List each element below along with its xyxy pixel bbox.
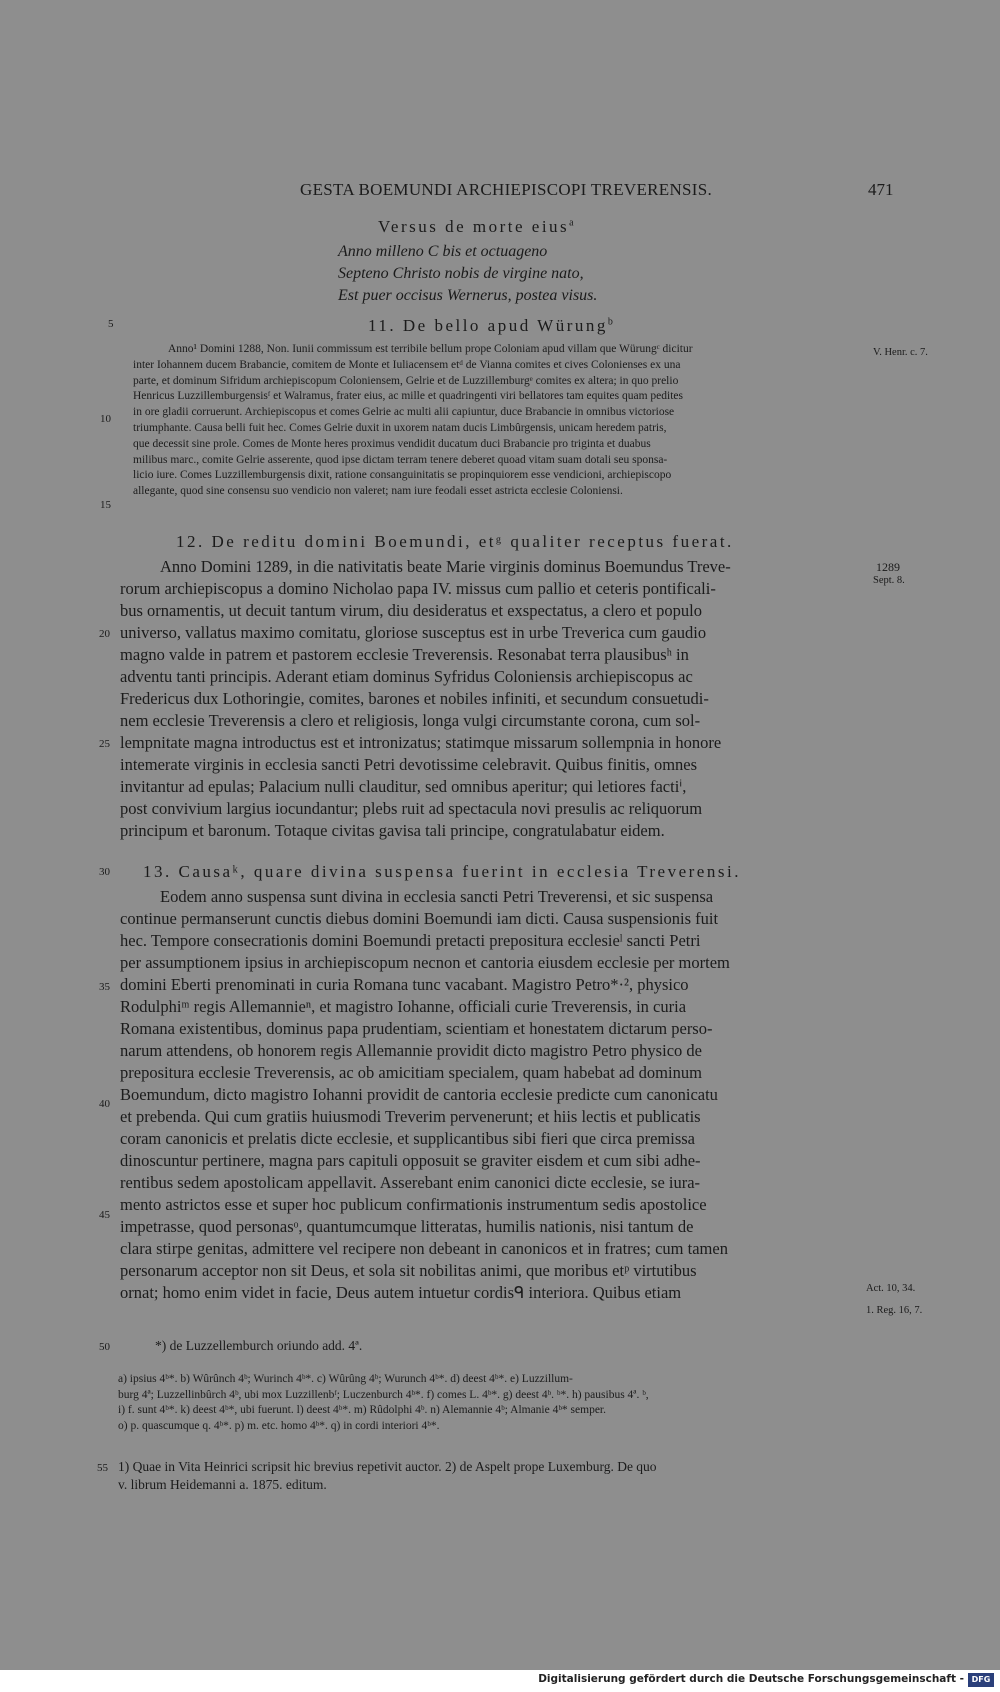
margin-year: 1289 (876, 560, 900, 574)
section-13-heading: 13. Causaᵏ, quare divina suspensa fuerint in ecclesia Treverensi. (143, 862, 741, 881)
text-line: magno valde in patrem et pastorem ecclesie Treverensis. Resonabat terra plausibusʰ in (120, 645, 689, 664)
section-13-text (120, 886, 730, 1304)
text-line: rentibus sedem apostolicam appellavit. Asserebant enim canonici dicte ecclesie, se iura- (120, 1173, 701, 1192)
footnote-line: i) f. sunt 4ᵇ*. k) deest 4ᵇ*, ubi fuerunt. l) deest 4ᵇ*. m) Rûdolphi 4ᵇ. n) Alemannie 4ᵇ; Almanie 4ᵇ* semper. (118, 1404, 606, 1416)
text-line: impetrasse, quod personasᵒ, quantumcumque litteratas, humilis nationis, nisi tantum de (120, 1217, 694, 1236)
text-line: allegante, quod sine consensu suo vendicio non valeret; nam iure feodali esset astricta ecclesie Coloniensi. (133, 485, 623, 498)
text-line: que decessit sine prole. Comes de Monte heres proximus vendidit ducatum duci Brabancie pro triginta et duabus (133, 437, 651, 450)
line-number: 40 (99, 1098, 110, 1110)
text-line: coram canonicis et prelatis dicte ecclesie, et supplicantibus sibi fieri que circa premissa (120, 1129, 695, 1148)
text-line: licio iure. Comes Luzzillemburgensis dixit, ratione consanguinitatis se propinquiorem esse vendicioni, archiepiscopo (133, 469, 672, 482)
footnote-line: 1) Quae in Vita Heinrici scripsit hic brevius repetivit auctor. 2) de Aspelt prope Luxemburg. De quo (118, 1459, 657, 1474)
text-line: intemerate virginis in ecclesia sancti Petri devotissime celebravit. Quibus finitis, omnes (120, 755, 698, 774)
text-line: personarum acceptor non sit Deus, et sola sit nobilitas animi, que moribus etᵖ virtutibus (120, 1261, 697, 1280)
digitization-footer (0, 1670, 1000, 1692)
footnote-line: v. librum Heidemanni a. 1875. editum. (118, 1477, 327, 1492)
text-line: Fredericus dux Lothoringie, comites, barones et nobiles infiniti, et secundum consuetudi- (120, 689, 709, 708)
text-line: ornat; homo enim videt in facie, Deus autem intuetur cordisᑫ interiora. Quibus etiam (120, 1283, 682, 1302)
text-line: hec. Tempore consecrationis domini Boemundi pretacti prepositura ecclesieˡ sancti Petri (120, 931, 701, 950)
text-line: prepositura ecclesie Treverensis, ac ob amicitiam specialem, quam habebat ad dominum (120, 1063, 702, 1082)
text-line: principum et baronum. Totaque civitas gavisa tali principe, congratulabatur eidem. (120, 821, 665, 840)
section-12-heading: 12. De reditu domini Boemundi, etᵍ qualiter receptus fuerat. (176, 532, 734, 551)
text-line: universo, vallatus maximo comitatu, gloriose susceptus est in urbe Treverica cum gaudio (120, 623, 707, 642)
text-line: per assumptionem ipsius in archiepiscopum necnon et cantoria eiusdem ecclesie per mortem (120, 953, 730, 972)
section-11-text (133, 342, 693, 500)
text-line: post convivium largius iocundantur; plebs ruit ad spectacula novi presulis ac reliquorum (120, 799, 703, 818)
verses-block (338, 241, 597, 307)
line-number: 5 (108, 318, 114, 330)
text-line: bus ornamentis, ut decuit tantum virum, diu desideratus et exspectatus, a clero et populo (120, 601, 702, 620)
text-line: domini Eberti prenominati in curia Romana tunc vacabant. Magistro Petro*·², physico (120, 975, 689, 994)
line-number: 30 (99, 866, 110, 878)
footnote-star: *) de Luzzellemburch oriundo add. 4ª. (155, 1338, 363, 1353)
text-line: inter Iohannem ducem Brabancie, comitem de Monte et Iuliacensem etᵈ de Vianna comites et cives Colonienses ex una (133, 358, 681, 371)
text-line: narum attendens, ob honorem regis Allemannie providit dicto magistro Petro physico de (120, 1041, 702, 1060)
text-line: dinoscuntur pertinere, magna pars capituli opposuit se graviter eisdem et cum sibi adhe- (120, 1151, 701, 1170)
line-number: 35 (99, 981, 110, 993)
text-line: milibus marc., comite Gelrie asserente, quod ipse dictam terram tenere deberet quoad vitam suam dotali seu sponsa- (133, 453, 668, 466)
text-line: triumphante. Causa belli fuit hec. Comes Gelrie duxit in uxorem natam ducis Limbûrgensis, unicam heredem patris, (133, 421, 667, 434)
page-number: 471 (868, 180, 894, 199)
text-line: invitantur ad epulas; Palacium nulli clauditur, sed omnibus aperitur; qui letiores factiⁱ, (120, 777, 687, 796)
section-11-heading: 11. De bello apud Würung$^b$ (368, 316, 616, 335)
verses-heading: Versus de morte eius$^a$ (378, 217, 577, 236)
margin-date: Sept. 8. (873, 575, 905, 586)
line-number: 10 (100, 413, 111, 425)
text-line: rorum archiepiscopus a domino Nicholao papa IV. missus cum pallio et ceteris pontificali- (120, 579, 716, 598)
margin-note: V. Henr. c. 7. (873, 347, 928, 358)
line-number: 15 (100, 499, 111, 511)
margin-note: 1. Reg. 16, 7. (866, 1305, 923, 1316)
line-number: 25 (99, 738, 110, 750)
line-number: 55 (97, 1462, 108, 1474)
text-line: mento astrictos esse et super hoc publicum confirmationis instrumentum sedis apostolice (120, 1195, 707, 1214)
source-footnotes (118, 1458, 657, 1494)
text-line: parte, et dominum Sifridum archiepiscopum Coloniensem, Gelrie et de Luzzillemburgᵉ comites ex altera; in quo prelio (133, 374, 679, 387)
footer-text: Digitalisierung gefördert durch die Deutsche Forschungsgemeinschaft - (538, 1673, 964, 1685)
text-line: adventu tanti principis. Aderant etiam dominus Syfridus Coloniensis archiepiscopus ac (120, 667, 693, 686)
text-line: Boemundum, dicto magistro Iohanni providit de cantoria ecclesie predicte cum canonicatu (120, 1085, 718, 1104)
text-line: et prebenda. Qui cum gratiis huiusmodi Treverim pervenerunt; et hiis lectis et publicatis (120, 1107, 701, 1126)
line-number: 45 (99, 1209, 110, 1221)
text-line: lempnitate magna introductus est et intronizatus; statimque missarum sollempnia in honore (120, 733, 722, 752)
text-line: clara stirpe genitas, admittere vel recipere non debeant in canonicos et in fratres; cum tamen (120, 1239, 728, 1258)
verse-line: Septeno Christo nobis de virgine nato, (338, 265, 584, 282)
text-line: continue permanserunt cunctis diebus domini Boemundi iam dicti. Causa suspensionis fuit (120, 909, 719, 928)
running-header: GESTA BOEMUNDI ARCHIEPISCOPI TREVERENSIS. (300, 180, 713, 199)
line-number: 50 (99, 1341, 110, 1353)
margin-note: Act. 10, 34. (866, 1283, 916, 1294)
text-line: Eodem anno suspensa sunt divina in ecclesia sancti Petri Treverensi, et sic suspensa (160, 887, 714, 906)
footnote-line: o) p. quascumque q. 4ᵇ*. p) m. etc. homo 4ᵇ*. q) in cordi interiori 4ᵇ*. (118, 1419, 440, 1432)
variant-footnotes (118, 1372, 649, 1434)
text-line: Henricus Luzzillemburgensisᶠ et Walramus, frater eius, ac mille et quadringenti viri bellatores tam equites quam pedites (133, 390, 684, 403)
verse-line: Anno milleno C bis et octuageno (338, 243, 548, 260)
text-line: Rodulphiᵐ regis Allemannieⁿ, et magistro Iohanne, officiali curie Treverensis, in curia (120, 997, 687, 1016)
text-line: in ore gladii corruerunt. Archiepiscopus et comes Gelrie ac multi alii capiuntur, duce Brabancie in omnibus victoriose (133, 406, 675, 419)
dfg-logo-icon: DFG (968, 1673, 994, 1687)
text-line: nem ecclesie Treverensis a clero et religiosis, longa vulgi circumstante corona, cum sol- (120, 711, 701, 730)
text-line: Anno¹ Domini 1288, Non. Iunii commissum est terribile bellum prope Coloniam apud villam que Würungᶜ dicitur (168, 343, 693, 355)
line-number: 20 (99, 628, 110, 640)
text-line: Romana existentibus, dominus papa prudentiam, scientiam et honestatem dictarum perso- (120, 1019, 713, 1038)
section-12-text (120, 556, 731, 842)
footnote-line: burg 4ª; Luzzellinbûrch 4ᵇ, ubi mox Luzzillenbᶠ; Luczenburch 4ᵇ*. f) comes L. 4ᵇ*. g) deest 4ᵇ. ᵇ*. h) pausibus 4ª. ᵇ, (118, 1388, 649, 1401)
verse-line: Est puer occisus Wernerus, postea visus. (338, 287, 598, 304)
footnote-line: a) ipsius 4ᵇ*. b) Wûrûnch 4ᵇ; Wurinch 4ᵇ*. c) Wûrûng 4ᵇ; Wurunch 4ᵇ*. d) deest 4ᵇ*. e) Luzzillum- (118, 1373, 573, 1385)
text-line: Anno Domini 1289, in die nativitatis beate Marie virginis dominus Boemundus Treve- (160, 557, 731, 576)
